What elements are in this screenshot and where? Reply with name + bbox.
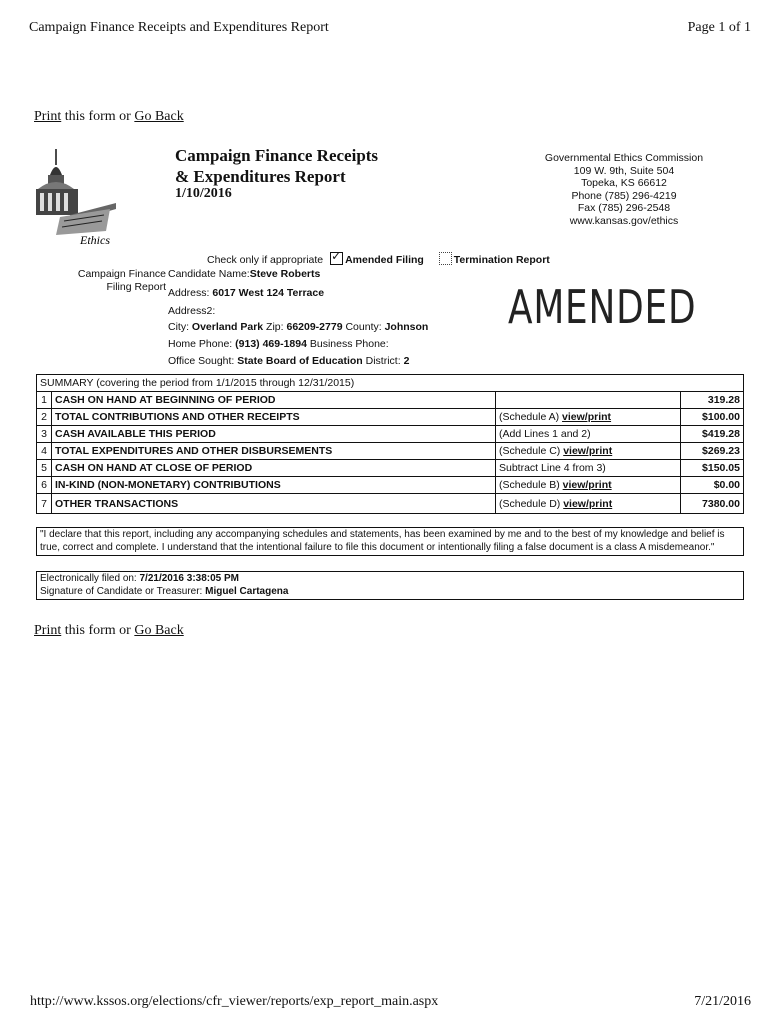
candidate-city-row: City: Overland Park Zip: 66209-2779 County: Johnson [168,321,429,333]
candidate-name: Steve Roberts [249,268,321,280]
check-label: Check only if appropriate [207,254,324,266]
line-amount: $0.00 [681,477,744,494]
view-print-link[interactable]: view/print [562,411,612,423]
line-amount: $419.28 [681,426,744,443]
go-back-link[interactable]: Go Back [134,109,184,124]
summary-row [37,426,744,443]
nav-bottom [34,623,184,639]
schedule-text: (Add Lines 1 and 2) [499,428,591,440]
report-title-line2: & Expenditures Report [175,167,346,186]
candidate-zip: 66209-2779 [286,321,343,333]
line-number: 5 [37,460,52,477]
candidate-home-phone: (913) 469-1894 [235,338,307,350]
schedule-text: (Schedule D) [499,497,564,510]
view-print-link[interactable]: view/print [562,479,612,491]
view-print-link[interactable]: view/print [563,445,613,457]
summary-table [36,374,744,514]
line-label: CASH AVAILABLE THIS PERIOD [52,426,496,443]
print-link-bottom[interactable]: Print [34,623,62,638]
schedule-cell [496,477,681,494]
line-number: 2 [37,409,52,426]
line-label: TOTAL CONTRIBUTIONS AND OTHER RECEIPTS [52,409,496,426]
logo-text: Ethics [80,233,110,247]
candidate-address: 6017 West 124 Terrace [212,287,325,299]
campaign-finance-label: Campaign Finance Filing Report [77,268,166,293]
candidate-county: Johnson [384,321,429,333]
schedule-text: (Schedule B) [499,479,563,491]
print-link[interactable]: Print [34,109,62,124]
candidate-address2-row: Address2: [168,305,216,317]
line-number: 1 [37,392,52,409]
schedule-cell [496,392,681,409]
summary-header-row [37,375,744,392]
report-date: 1/10/2016 [175,186,232,201]
schedule-cell [496,443,681,460]
line-number: 7 [37,494,52,514]
amended-checkbox[interactable] [330,252,343,265]
summary-row [37,494,744,514]
commission-fax: Fax (785) 296-2548 [577,202,671,215]
report-title-line1: Campaign Finance Receipts [175,146,379,165]
schedule-text: (Schedule C) [499,445,564,457]
filed-row: Electronically filed on: 7/21/2016 3:38:05 PM [40,573,240,584]
summary-row [37,392,744,409]
termination-checkbox[interactable] [439,252,452,265]
candidate-office: State Board of Education [237,355,363,367]
commission-web: www.kansas.gov/ethics [569,214,679,227]
summary-row [37,477,744,494]
candidate-district: 2 [403,355,410,367]
schedule-cell [496,426,681,443]
commission-address1: 109 W. 9th, Suite 504 [573,164,675,177]
amended-label: Amended Filing [345,254,424,266]
commission-phone: Phone (785) 296-4219 [571,189,677,202]
report-title [175,145,378,187]
schedule-cell [496,494,681,514]
line-amount: 7380.00 [681,494,744,514]
summary-header: SUMMARY (covering the period from 1/1/2015 through 12/31/2015) [37,375,496,392]
nav-text: this form or [61,109,135,124]
filed-value: 7/21/2016 3:38:05 PM [139,573,240,584]
line-label: CASH ON HAND AT BEGINNING OF PERIOD [52,392,496,409]
line-label: TOTAL EXPENDITURES AND OTHER DISBURSEMENTS [52,443,496,460]
line-amount: $150.05 [681,460,744,477]
candidate-address-row: Address: 6017 West 124 Terrace [168,287,325,299]
candidate-name-row: Candidate Name:Steve Roberts [168,268,321,280]
termination-label: Termination Report [453,254,550,266]
nav-top [34,109,184,125]
line-number: 3 [37,426,52,443]
candidate-office-row: Office Sought: State Board of Education District: 2 [168,355,410,367]
amended-stamp: AMENDED [508,280,697,334]
document-header-title: Campaign Finance Receipts and Expenditures Report [29,20,329,35]
line-number: 6 [37,477,52,494]
view-print-link[interactable]: view/print [563,497,613,510]
summary-row [37,460,744,477]
line-number: 4 [37,443,52,460]
footer-date: 7/21/2016 [694,994,751,1009]
summary-row [37,443,744,460]
commission-name: Governmental Ethics Commission [544,152,704,164]
schedule-text: Subtract Line 4 from 3) [499,462,606,474]
line-label: IN-KIND (NON-MONETARY) CONTRIBUTIONS [52,477,496,494]
line-amount: $100.00 [681,409,744,426]
footer-url: http://www.kssos.org/elections/cfr_viewer/reports/exp_report_main.aspx [30,994,439,1009]
schedule-cell [496,460,681,477]
summary-row [37,409,744,426]
line-amount: 319.28 [681,392,744,409]
schedule-cell [496,409,681,426]
commission-info [526,152,722,228]
commission-address2: Topeka, KS 66612 [581,177,667,190]
candidate-phone-row: Home Phone: (913) 469-1894 Business Phone: [168,338,389,350]
filing-type-row [207,252,550,266]
signature-value: Miguel Cartagena [205,585,289,597]
ethics-logo [30,145,122,247]
candidate-city: Overland Park [191,321,264,333]
declaration: "I declare that this report, including any accompanying schedules and statements, has been examined by me and to the best of my knowledge and belief is true, correct and complete. I understand that the intentional failure to file this document or intentionally filing a false document is a class A misdemeanor." [36,527,744,556]
schedule-text: (Schedule A) [499,411,563,423]
page-number: Page 1 of 1 [687,20,751,35]
line-amount: $269.23 [681,443,744,460]
line-label: CASH ON HAND AT CLOSE OF PERIOD [52,460,496,477]
line-label: OTHER TRANSACTIONS [52,494,496,514]
signature-box [36,571,744,600]
nav-text-bottom: this form or [61,623,135,638]
signature-row: Signature of Candidate or Treasurer: Miguel Cartagena [40,585,289,597]
go-back-link-bottom[interactable]: Go Back [134,623,184,638]
